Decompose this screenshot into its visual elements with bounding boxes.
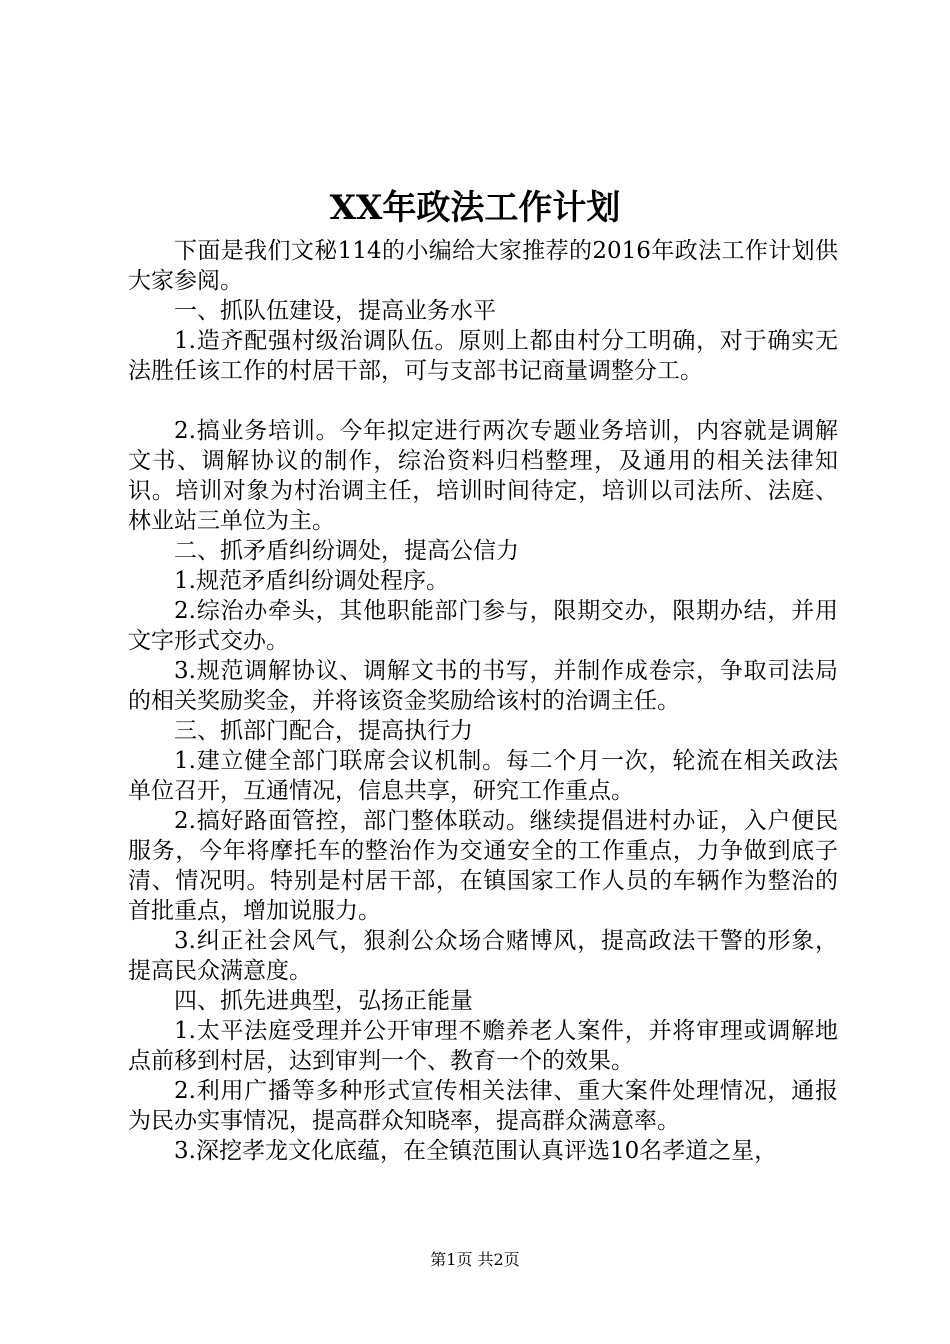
- paragraph-2-1: 1.规范矛盾纠纷调处程序。: [174, 568, 449, 594]
- section-heading-1: 一、抓队伍建设，提高业务水平: [174, 298, 496, 324]
- paragraph-4-1: 1.太平法庭受理并公开审理不赡养老人案件，并将审理或调解地点前移到村居，达到审判一个、教育一个的效果。: [128, 1018, 838, 1074]
- paragraph-1-1: 1.造齐配强村级治调队伍。原则上都由村分工明确，对于确实无法胜任该工作的村居干部，可与支部书记商量调整分工。: [128, 328, 838, 384]
- page-footer: 第1页 共2页: [430, 1250, 520, 1269]
- paragraph-4-2: 2.利用广播等多种形式宣传相关法律、重大案件处理情况，通报为民办实事情况，提高群众知晓率，提高群众满意率。: [128, 1078, 838, 1134]
- blank-line: [128, 386, 838, 416]
- paragraph-intro: 下面是我们文秘114的小编给大家推荐的2016年政法工作计划供大家参阅。: [128, 238, 838, 294]
- document-title: XX年政法工作计划: [329, 188, 621, 228]
- paragraph-4-3: 3.深挖孝龙文化底蕴，在全镇范围认真评选10名孝道之星，: [174, 1138, 778, 1164]
- paragraph-3-1: 1.建立健全部门联席会议机制。每二个月一次，轮流在相关政法单位召开，互通情况，信息共享，研究工作重点。: [128, 748, 838, 804]
- paragraph-1-2: 2.搞业务培训。今年拟定进行两次专题业务培训，内容就是调解文书、调解协议的制作，综治资料归档整理，及通用的相关法律知识。培训对象为村治调主任，培训时间待定，培训以司法所、法庭、林业站三单位为主。: [128, 418, 838, 534]
- section-heading-2: 二、抓矛盾纠纷调处，提高公信力: [174, 538, 519, 564]
- paragraph-3-2: 2.搞好路面管控，部门整体联动。继续提倡进村办证，入户便民服务，今年将摩托车的整治作为交通安全的工作重点，力争做到底子清、情况明。特别是村居干部，在镇国家工作人员的车辆作为整治的首批重点，增加说服力。: [128, 808, 838, 924]
- paragraph-3-3: 3.纠正社会风气，狠刹公众场合赌博风，提高政法干警的形象，提高民众满意度。: [128, 928, 838, 984]
- section-heading-4: 四、抓先进典型，弘扬正能量: [174, 988, 473, 1014]
- section-heading-3: 三、抓部门配合，提高执行力: [174, 718, 473, 744]
- document-body: [128, 236, 838, 1166]
- paragraph-2-3: 3.规范调解协议、调解文书的书写，并制作成卷宗，争取司法局的相关奖励奖金，并将该资金奖励给该村的治调主任。: [128, 658, 838, 714]
- paragraph-2-2: 2.综治办牵头，其他职能部门参与，限期交办，限期办结，并用文字形式交办。: [128, 598, 838, 654]
